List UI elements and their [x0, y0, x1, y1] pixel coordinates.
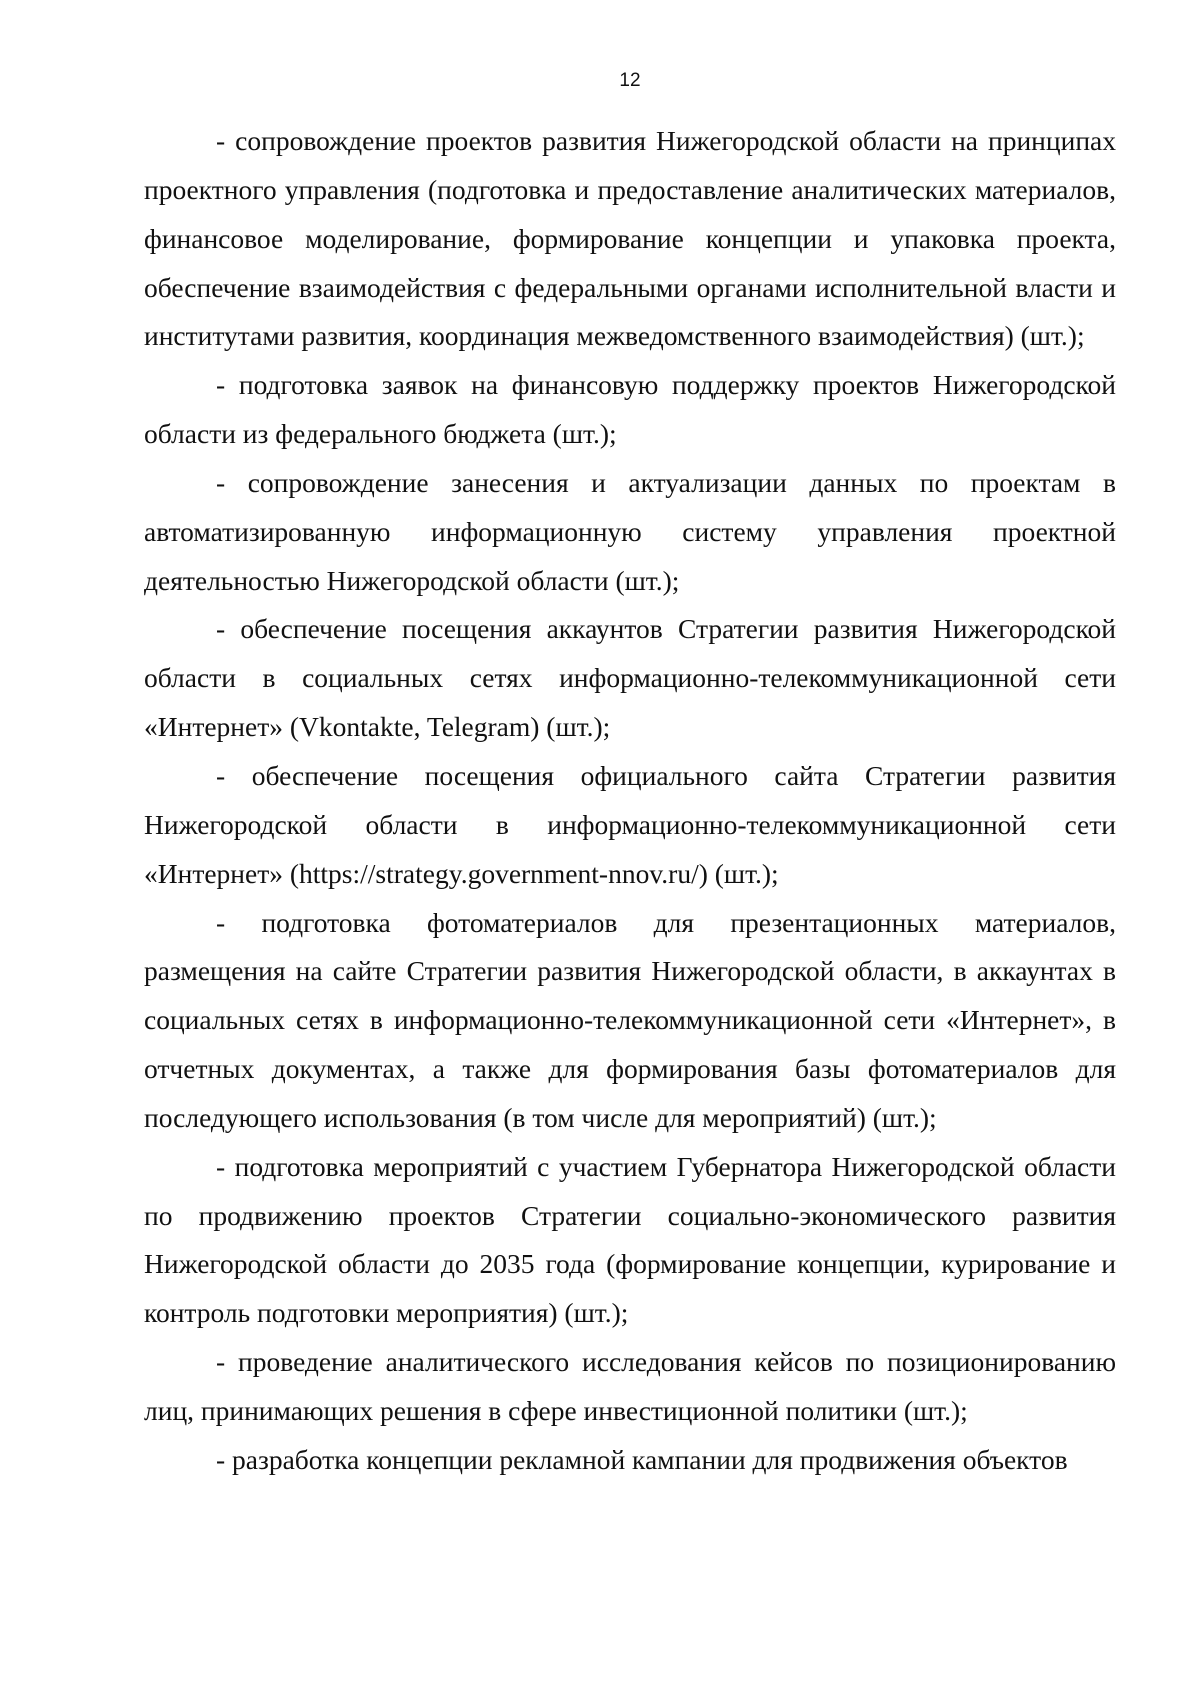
list-item-case-research: - проведение аналитического исследования кейсов по позиционированию лиц, принимающих решения в сфере инвестиционной политики (шт.);: [144, 1346, 1116, 1426]
list-item-funding-applications: - подготовка заявок на финансовую поддержку проектов Нижегородской области из федерального бюджета (шт.);: [144, 369, 1116, 450]
page-number: 12: [619, 70, 641, 91]
list-item-photo-materials: - подготовка фотоматериалов для презентационных материалов, размещения на сайте Стратегии развития Нижегородской области, в аккаунтах в социальных сетях в информационно-телекоммуникационной сети «Интернет», в отчетных документах, а также для формирования базы фотоматериалов для последующего использования (в том числе для мероприятий) (шт.);: [144, 906, 1116, 1133]
list-item-governor-events: - подготовка мероприятий с участием Губернатора Нижегородской области по продвижению проектов Стратегии социально-экономического развития Нижегородской области до 2035 года (формирование концепции, курирование и контроль подготовки мероприятия) (шт.);: [144, 1150, 1116, 1329]
list-item-project-support: - сопровождение проектов развития Нижегородской области на принципах проектного управления (подготовка и предоставление аналитических материалов, финансовое моделирование, формирование концепции и упаковка проекта, обеспечение взаимодействия с федеральными органами исполнительной власти и институтами развития, координация межведомственного взаимодействия) (шт.);: [144, 125, 1116, 352]
list-item-website-visits: - обеспечение посещения официального сайта Стратегии развития Нижегородской области в информационно-телекоммуникационной сети «Интернет» (https://strategy.government-nnov.ru/) (шт.);: [144, 759, 1116, 889]
document-body: [144, 117, 1116, 1485]
list-item-social-accounts-visits: - обеспечение посещения аккаунтов Стратегии развития Нижегородской области в социальных сетях информационно-телекоммуникационной сети «Интернет» (Vkontakte, Telegram) (шт.);: [144, 613, 1116, 743]
list-item-data-entry-support: - сопровождение занесения и актуализации данных по проектам в автоматизированную информационную систему управления проектной деятельностью Нижегородской области (шт.);: [144, 466, 1116, 596]
list-item-ad-campaign-concept: - разработка концепции рекламной кампании для продвижения объектов: [216, 1443, 1068, 1475]
